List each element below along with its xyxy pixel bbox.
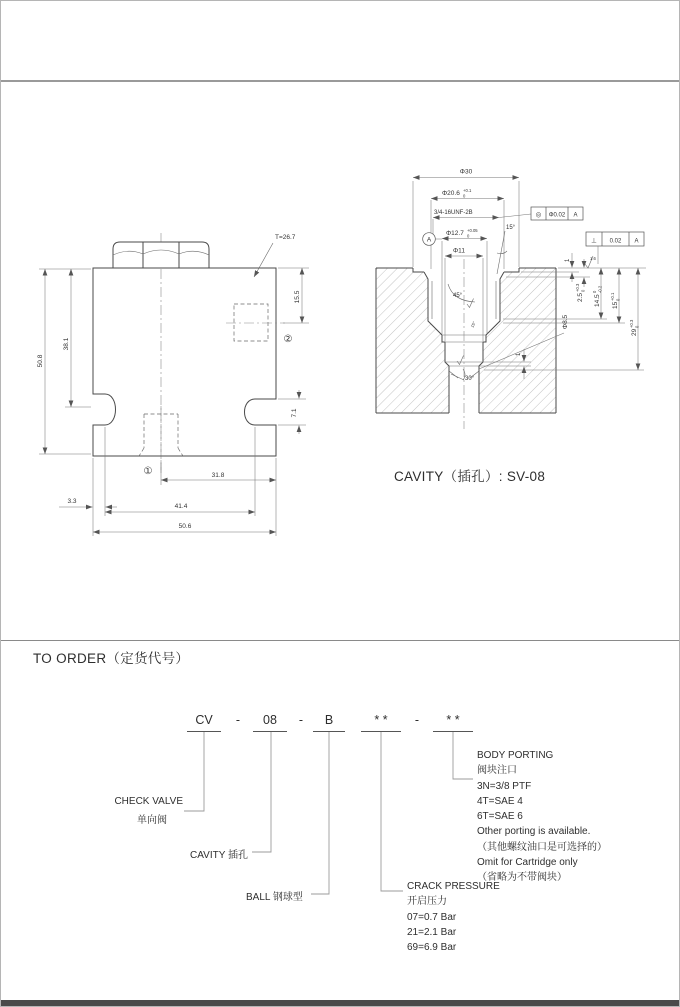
- dim-7-1: 7.1: [291, 408, 298, 418]
- dim-29-sub: 0: [634, 325, 640, 328]
- hex-head: [113, 242, 209, 268]
- dim-15: 15: [612, 301, 619, 309]
- angle-seat-15-label: 15°: [469, 320, 477, 329]
- concentricity-symbol: ◎: [535, 211, 542, 219]
- valve-dimensions: [37, 268, 309, 536]
- dim-dia20-6: Φ20.6: [442, 190, 460, 197]
- torque-leader: [254, 243, 273, 277]
- dim-2-5-sup: +0.3: [575, 283, 581, 292]
- angle-30-label: 30°: [465, 376, 475, 382]
- valve-front-view: [37, 233, 309, 536]
- body-porting-note2: Omit for Cartridge only: [477, 857, 578, 869]
- body-porting-title: BODY PORTING: [477, 750, 554, 761]
- crack-pressure-title: CRACK PRESSURE: [407, 881, 500, 892]
- body-porting-option-4t: 4T=SAE 4: [477, 795, 523, 807]
- dim-1-top: 1: [565, 258, 571, 262]
- dim-dia30: Φ30: [459, 168, 473, 176]
- port-1-hidden: [139, 406, 183, 471]
- body-porting-option-3n: 3N=3/8 PTF: [477, 780, 532, 792]
- concentricity-frame: [531, 207, 583, 220]
- dim-29: 29: [631, 328, 638, 336]
- crack-pressure-cn: 开启压力: [407, 896, 447, 908]
- order-code-connectors: [184, 732, 473, 894]
- crack-pressure-block: [407, 879, 500, 955]
- dim-dia20-6-sup: +0.1: [463, 188, 472, 194]
- order-code-dash-2: -: [298, 713, 304, 727]
- perpendicularity-symbol: ⊥: [591, 237, 597, 245]
- crack-pressure-option-21: 21=2.1 Bar: [407, 926, 457, 938]
- label-cavity: CAVITY 插孔: [190, 850, 248, 861]
- body-porting-note1-cn: （其他螺纹油口是可选择的）: [477, 841, 607, 853]
- dim-15-5: 15.5: [294, 290, 301, 304]
- body-porting-cn: 阀块注口: [477, 765, 517, 777]
- crack-pressure-option-07: 07=0.7 Bar: [407, 911, 457, 923]
- concentricity-datum: A: [573, 212, 578, 219]
- body-porting-note1: Other porting is available.: [477, 826, 591, 838]
- port-2-balloon: ②: [283, 334, 293, 345]
- label-ball: BALL 钢球型: [246, 892, 303, 903]
- dim-41-4: 41.4: [174, 503, 188, 510]
- body-porting-option-6t: 6T=SAE 6: [477, 811, 523, 823]
- dim-50-8: 50.8: [37, 354, 44, 368]
- dim-dia20-6-sub: 0: [463, 193, 466, 199]
- perpendicularity-datum: A: [634, 238, 639, 245]
- dim-dia12-7: Φ12.7: [446, 230, 464, 237]
- order-code-model: CV: [187, 713, 221, 732]
- roughness-value: 1.6: [590, 256, 596, 261]
- label-check-valve-en: CHECK VALVE: [114, 796, 183, 807]
- dim-dia12-7-sub: 0: [467, 233, 470, 239]
- dim-38-1: 38.1: [63, 337, 70, 351]
- dim-14-5-sup: 0: [592, 290, 598, 293]
- dim-3-3: 3.3: [67, 498, 77, 505]
- cavity-section-view: [376, 169, 646, 430]
- dim-50-6: 50.6: [178, 523, 192, 530]
- port-1-balloon: ①: [143, 466, 153, 477]
- dim-dia12-7-sup: +0.05: [467, 228, 478, 234]
- dim-2-5: 2.5: [577, 292, 584, 302]
- dim-2-5-sub: 0: [580, 289, 586, 292]
- perpendicularity-tol: 0.02: [609, 238, 622, 245]
- dim-dia11: Φ11: [453, 247, 465, 255]
- label-check-valve-cn: 单向阀: [137, 815, 167, 826]
- body-porting-note2-cn: （省略为不带阀块）: [477, 872, 567, 884]
- to-order-title: TO ORDER（定货代号）: [33, 651, 190, 666]
- torque-label: T=26.7: [275, 234, 296, 241]
- dim-29-sup: +0.3: [629, 319, 635, 328]
- dim-thread: 3/4-16UNF-2B: [434, 210, 473, 216]
- cavity-angle-labels: [448, 284, 477, 382]
- dim-15-sup: +0.1: [610, 292, 616, 301]
- section-hatch: [376, 268, 556, 413]
- cavity-title: CAVITY（插孔）: SV-08: [394, 469, 546, 484]
- order-code-cavity: 08: [253, 713, 287, 732]
- dim-31-8: 31.8: [211, 472, 225, 479]
- order-code-type: B: [313, 713, 345, 732]
- concentricity-tol: Φ0.02: [548, 212, 566, 219]
- order-code-pressure: * *: [361, 713, 401, 732]
- crack-pressure-option-69: 69=6.9 Bar: [407, 942, 457, 954]
- datum-a-label: A: [426, 236, 432, 244]
- dim-14-5: 14.5: [594, 294, 601, 307]
- body-porting-block: [477, 748, 607, 886]
- angle-45-label: 45°: [453, 293, 463, 299]
- dim-dia8-5: Φ8.5: [562, 314, 569, 330]
- order-code-porting: * *: [433, 713, 473, 732]
- dim-1-bottom: 1: [516, 352, 522, 356]
- order-code-dash-1: -: [235, 713, 241, 727]
- dim-14-5-sub: -0.2: [597, 285, 603, 293]
- valve-body-outline: [93, 268, 276, 456]
- order-code-dash-3: -: [414, 713, 420, 727]
- angle-15-label: 15°: [506, 225, 516, 231]
- dim-15-sub: 0: [615, 298, 621, 301]
